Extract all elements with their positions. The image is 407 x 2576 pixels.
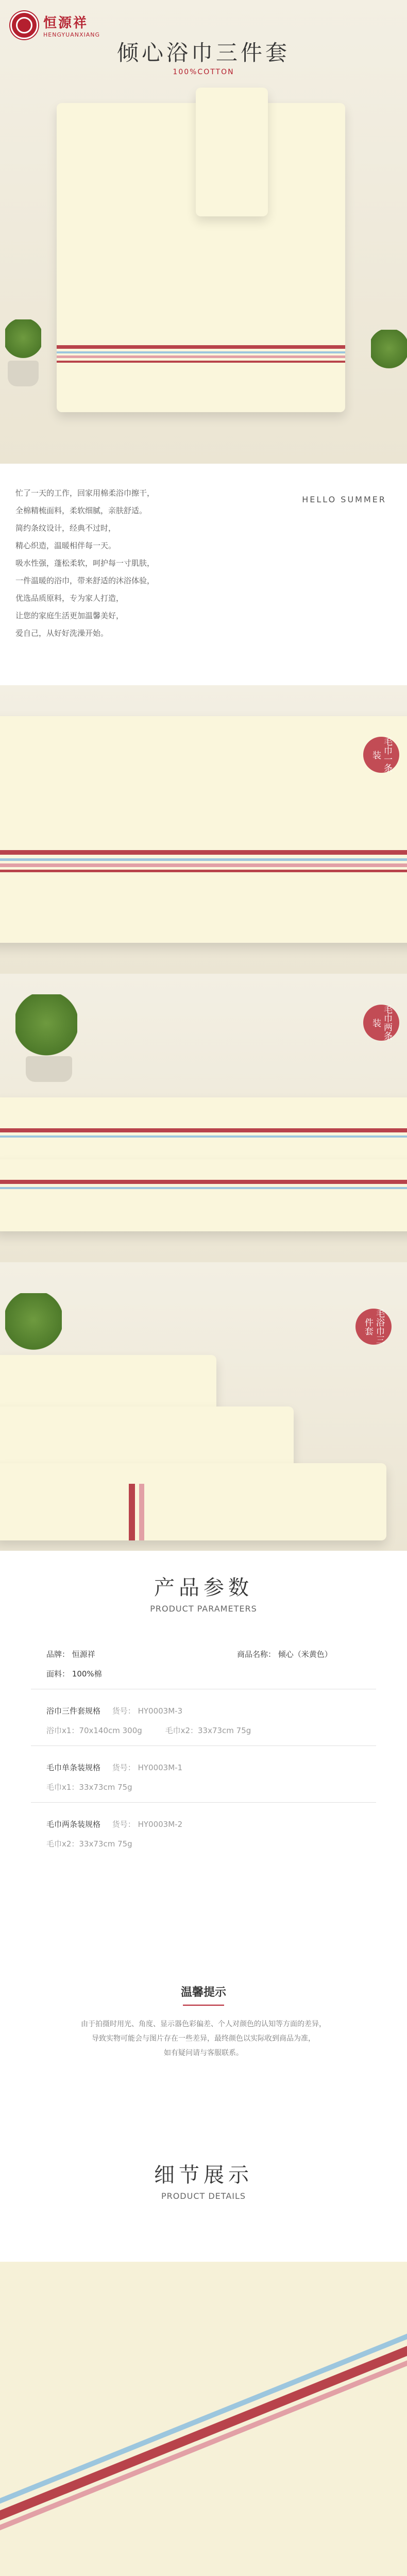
plant-decoration-icon: [5, 1293, 62, 1360]
param-name-label: 商品名称：: [237, 1650, 276, 1659]
param-material-value: 100%棉: [72, 1669, 102, 1679]
param-divider: [31, 1745, 376, 1746]
param-double-label: 毛巾两条装规格: [46, 1820, 101, 1829]
intro-text: [15, 484, 392, 642]
intro-line: 简约条纹设计，经典不过时，: [15, 523, 116, 533]
notice-underline: [183, 2005, 224, 2006]
folded-towel-bottom: [0, 1159, 407, 1231]
notice-line: 由于拍摄时用光、角度、显示器色彩偏差、个人对颜色的认知等方面的差异，: [81, 2020, 326, 2028]
intro-line: 优选品质原料，专为家人打造，: [15, 594, 124, 603]
details-subtitle: PRODUCT DETAILS: [161, 2191, 246, 2201]
param-material: [46, 1668, 102, 1679]
folded-towel-top: [0, 1097, 407, 1159]
hero-title: 倾心浴巾三件套: [116, 40, 290, 65]
param-name: [237, 1649, 332, 1659]
param-double-code-label: 货号：: [112, 1820, 135, 1829]
intro-line: 吸水性强，蓬松柔软，呵护每一寸肌肤，: [15, 558, 155, 568]
plant-decoration-icon: [15, 994, 77, 1066]
param-set-size2: 毛巾x2：33x73cm 75g: [165, 1726, 251, 1735]
tag-bath-set: 毛浴巾三件套: [355, 1309, 392, 1345]
param-set-label: 浴巾三件套规格: [46, 1706, 101, 1716]
brand-seal-icon: [10, 11, 38, 39]
bath-set-photo: [0, 1262, 407, 1551]
detail-stripe-band: [0, 2321, 407, 2548]
param-single: [46, 1762, 182, 1773]
detail-stripe-photo: [0, 2262, 407, 2576]
param-brand-value: 恒源祥: [72, 1650, 95, 1659]
param-set-size1: 浴巾x1：70x140cm 300g: [46, 1726, 142, 1735]
tag-towel-two: 毛巾两条装: [363, 1005, 399, 1041]
plant-pot-icon: [26, 1056, 72, 1082]
set-towel-large: [0, 1463, 386, 1540]
set-towel-medium: [0, 1406, 294, 1468]
intro-line: 精心织造，温暖相伴每一天。: [15, 541, 116, 550]
brand-name: 恒源祥: [43, 15, 89, 31]
single-towel-photo: [0, 685, 407, 974]
param-set-code-label: 货号：: [112, 1706, 135, 1716]
hanging-hand-towel: [196, 88, 268, 216]
intro-line: 一件温暖的浴巾，带来舒适的沐浴体验，: [15, 576, 155, 585]
notice-section: [0, 1963, 407, 2138]
param-double-size-value: 毛巾x2：33x73cm 75g: [46, 1839, 132, 1849]
intro-line: 爱自己，从好好洗澡开始。: [15, 629, 109, 638]
param-single-size-value: 毛巾x1：33x73cm 75g: [46, 1783, 132, 1792]
params-section: [0, 1551, 407, 1963]
param-double-size: [46, 1838, 132, 1849]
param-single-label: 毛巾单条装规格: [46, 1763, 101, 1772]
plant-pot-icon: [8, 361, 39, 386]
param-brand: [46, 1649, 95, 1659]
hero-section: [0, 0, 407, 464]
param-material-label: 面料：: [46, 1669, 70, 1679]
param-single-code: HY0003M-1: [138, 1763, 183, 1772]
details-header: [0, 2138, 407, 2201]
plant-decoration-icon: [5, 319, 41, 366]
details-title: 细节展示: [154, 2163, 253, 2187]
param-divider: [31, 1802, 376, 1803]
param-brand-label: 品牌：: [46, 1650, 70, 1659]
params-title: 产品参数: [154, 1576, 253, 1600]
tag-towel-one: 毛巾一条装: [363, 737, 399, 773]
plant-decoration-icon: [371, 330, 407, 376]
param-double: [46, 1819, 182, 1829]
param-name-value: 倾心（米黄色）: [278, 1650, 332, 1659]
brand-logo: [10, 11, 100, 39]
param-set: [46, 1705, 182, 1716]
single-towel: [0, 716, 407, 943]
hero-subtitle: 100%COTTON: [173, 68, 234, 76]
notice-line: 导致实物可能会与图片存在一些差异，最终颜色以实际收到商品为准，: [92, 2035, 315, 2043]
params-header: [0, 1551, 407, 1614]
brand-subname: HENGYUANXIANG: [43, 31, 100, 38]
notice-line: 如有疑问请与客服联系。: [164, 2049, 243, 2057]
params-subtitle: PRODUCT PARAMETERS: [150, 1604, 257, 1614]
param-set-sizes: [46, 1725, 251, 1736]
notice-title: 温馨提示: [180, 1986, 226, 1999]
intro-section: [0, 464, 407, 685]
param-double-code: HY0003M-2: [138, 1820, 183, 1829]
intro-line: 忙了一天的工作，回家用棉柔浴巾擦干，: [15, 488, 155, 498]
side-caption: HELLO SUMMER: [302, 495, 386, 504]
double-towel-photo: [0, 974, 407, 1262]
details-header-section: [0, 2138, 407, 2262]
intro-line: 让您的家庭生活更加温馨美好，: [15, 611, 124, 620]
param-single-size: [46, 1782, 132, 1792]
param-single-code-label: 货号：: [112, 1763, 135, 1772]
intro-line: 全棉精梳面料，柔软细腻，亲肤舒适。: [15, 506, 147, 515]
param-set-code: HY0003M-3: [138, 1706, 183, 1716]
set-towel-small: [0, 1355, 216, 1412]
